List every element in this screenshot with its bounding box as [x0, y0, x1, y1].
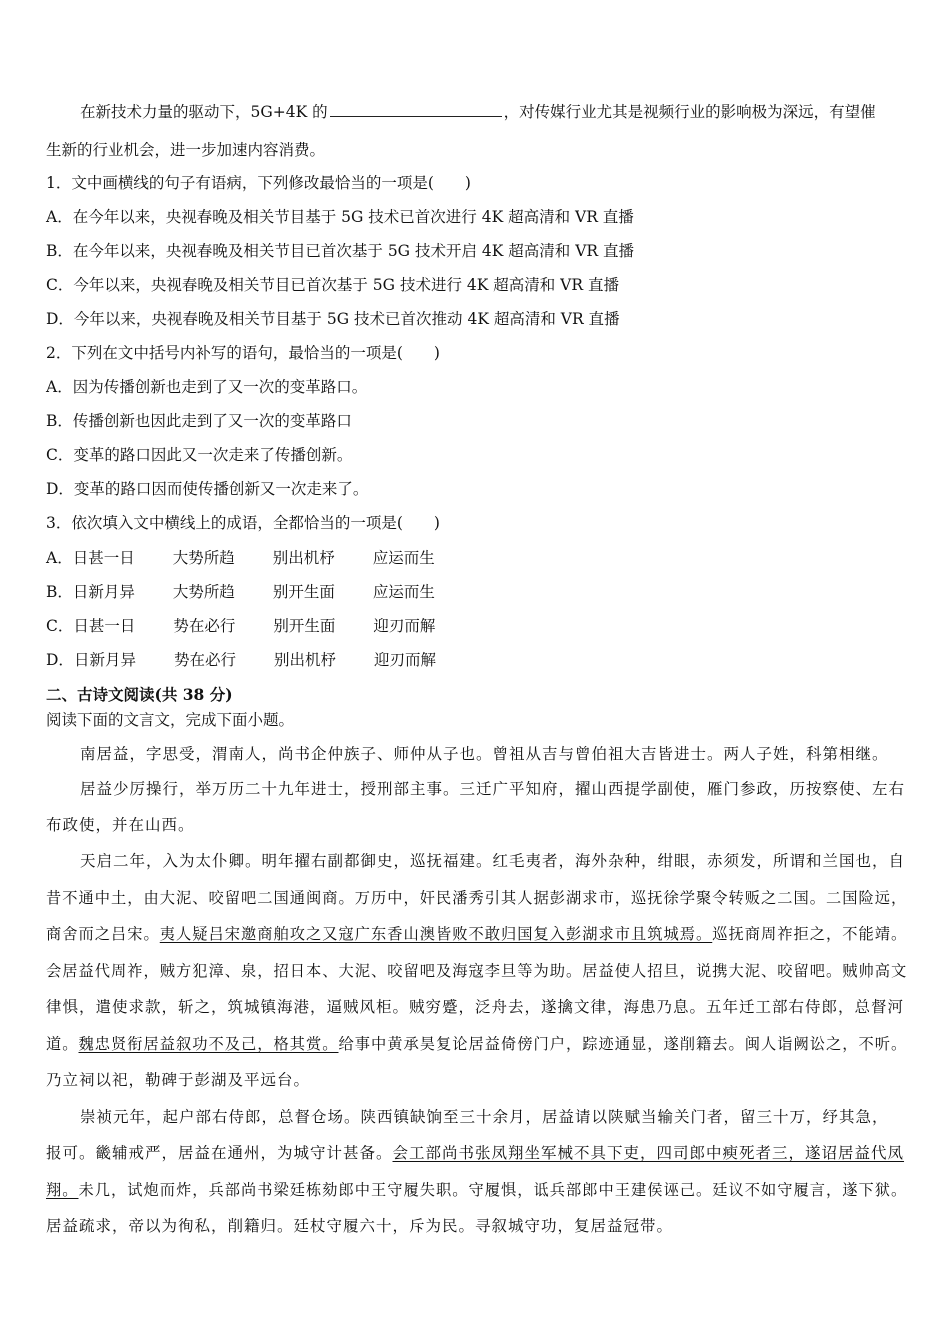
- underlined-sentence: 会工部尚书张凤翔坐军械不具下吏，四司郎中瘐死者三，遂诏居益代凤: [392, 1144, 905, 1162]
- section-instruction: 阅读下面的文言文，完成下面小题。: [46, 711, 295, 729]
- q3-option-b: [46, 582, 908, 602]
- passage-p3-line4: 会居益代周祚，贼方犯漳、泉，招日本、大泥、咬留吧及海寇李旦等为助。居益使人招旦，说携大泥、咬留吧。贼帅高文: [46, 962, 908, 980]
- intro-part-1: 在新技术力量的驱动下，5G+4K 的: [80, 103, 328, 121]
- passage-p4-line1: 崇祯元年，起户部右侍郎，总督仓场。陕西镇缺饷至三十余月，居益请以陕赋当输关门者，留三十万，纾其急，: [80, 1108, 889, 1126]
- idiom-1: 日新月异: [72, 583, 135, 601]
- idiom-4: 迎刃而解: [373, 617, 436, 635]
- passage-p2-line2: 布政使，并在山西。: [46, 816, 195, 834]
- underlined-sentence: 夷人疑吕宋邀商舶攻之又寇广东香山澳皆败不敢归国复入彭湖求市且筑城焉。: [159, 925, 713, 943]
- passage-p3-line6: [46, 1034, 908, 1054]
- passage-p3-line2: 昔不通中土，由大泥、咬留吧二国通闽商。万历中，奸民潘秀引其人据彭湖求市，巡抚徐学聚令转贩之二国。二国险远，: [46, 889, 908, 907]
- text-segment: 给事中黄承昊复论居益倚傍门户，踪迹通显，遂削籍去。闽人诣阙讼之，不听。: [338, 1035, 908, 1053]
- text-segment: 报可。畿辅戒严，居益在通州，为城守计甚备。: [46, 1144, 393, 1162]
- q1-option-d: D．今年以来，央视春晚及相关节目基于 5G 技术已首次推动 4K 超高清和 VR 直播: [46, 310, 620, 328]
- passage-p3-line5: 律惧，遣使求款，斩之，筑城镇海港，逼贼风柜。贼穷蹙，泛舟去，遂擒文律，海患乃息。五年迁工部右侍郎，总督河: [46, 998, 905, 1016]
- idiom-2: 势在必行: [173, 651, 236, 669]
- passage-p3-line1: 天启二年，入为太仆卿。明年擢右副都御史，巡抚福建。红毛夷者，海外杂种，绀眼，赤须发，所谓和兰国也，自: [80, 852, 906, 870]
- passage-p4-line3: [46, 1180, 908, 1200]
- text-segment: 未几，试炮而炸，兵部尚书梁廷栋劾郎中王守履失职。守履惧，诋兵部郎中王建侯诬己。廷议不如守履言，遂下狱。: [78, 1181, 908, 1199]
- underlined-sentence: 翔。: [46, 1181, 79, 1199]
- intro-line-2: 生新的行业机会，进一步加速内容消费。: [46, 141, 326, 159]
- intro-line-1: [80, 102, 908, 122]
- idiom-3: 别出机杼: [273, 651, 336, 669]
- idiom-3: 别出机杼: [272, 549, 335, 567]
- q2-option-b: B．传播创新也因此走到了又一次的变革路口: [46, 412, 352, 430]
- passage-p3-line7: 乃立祠以祀，勒碑于彭湖及平远台。: [46, 1071, 311, 1089]
- passage-p1: 南居益，字思受，渭南人，尚书企仲族子、师仲从子也。曾祖从吉与曾伯祖大吉皆进士。两人子姓，科第相继。: [80, 745, 889, 763]
- q3-option-a: [46, 548, 908, 568]
- idiom-3: 别开生面: [272, 583, 335, 601]
- text-segment: 商舍而之吕宋。: [46, 925, 160, 943]
- text-segment: 道。: [46, 1035, 79, 1053]
- q1-stem: 1．文中画横线的句子有语病，下列修改最恰当的一项是( ): [46, 174, 471, 192]
- passage-p4-line2: [46, 1143, 908, 1163]
- idiom-1: 日甚一日: [73, 617, 136, 635]
- q3-stem: 3．依次填入文中横线上的成语，全都恰当的一项是( ): [46, 514, 440, 532]
- idiom-4: 应运而生: [372, 549, 435, 567]
- option-label: B．: [46, 583, 73, 601]
- q3-option-d: [46, 650, 908, 670]
- passage-p4-line4: 居益疏求，帝以为徇私，削籍归。廷杖守履六十，斥为民。寻叙城守功，复居益冠带。: [46, 1217, 674, 1235]
- q3-option-c: [46, 616, 908, 636]
- idiom-4: 应运而生: [372, 583, 435, 601]
- underlined-sentence: 魏忠贤衔居益叙功不及己，格其赏。: [78, 1035, 339, 1053]
- q1-option-a: A．在今年以来，央视春晚及相关节目基于 5G 技术已首次进行 4K 超高清和 VR 直播: [46, 208, 634, 226]
- option-label: A．: [46, 549, 73, 567]
- idiom-2: 大势所趋: [172, 583, 235, 601]
- option-label: C．: [46, 617, 74, 635]
- text-segment: 巡抚商周祚拒之，不能靖。: [712, 925, 908, 943]
- section-heading: 二、古诗文阅读(共 38 分): [46, 685, 233, 704]
- q2-option-a: A．因为传播创新也走到了又一次的变革路口。: [46, 378, 368, 396]
- q2-stem: 2．下列在文中括号内补写的语句，最恰当的一项是( ): [46, 344, 440, 362]
- fill-blank: [330, 102, 502, 117]
- intro-part-2: ，对传媒行业尤其是视频行业的影响极为深远，有望催: [503, 103, 876, 121]
- q1-option-c: C．今年以来，央视春晚及相关节目已首次基于 5G 技术进行 4K 超高清和 VR 直播: [46, 276, 619, 294]
- passage-p2-line1: 居益少厉操行，举万历二十九年进士，授刑部主事。三迁广平知府，擢山西提学副使，雁门参政，历按察使、左右: [80, 780, 906, 798]
- idiom-4: 迎刃而解: [373, 651, 436, 669]
- idiom-2: 势在必行: [173, 617, 236, 635]
- idiom-2: 大势所趋: [172, 549, 235, 567]
- idiom-3: 别开生面: [273, 617, 336, 635]
- option-label: D．: [46, 651, 74, 669]
- q2-option-d: D．变革的路口因而使传播创新又一次走来了。: [46, 480, 369, 498]
- passage-p3-line3: [46, 924, 908, 944]
- q2-option-c: C．变革的路口因此又一次走来了传播创新。: [46, 446, 353, 464]
- idiom-1: 日新月异: [73, 651, 136, 669]
- idiom-1: 日甚一日: [72, 549, 135, 567]
- q1-option-b: B．在今年以来，央视春晚及相关节目已首次基于 5G 技术开启 4K 超高清和 VR 直播: [46, 242, 635, 260]
